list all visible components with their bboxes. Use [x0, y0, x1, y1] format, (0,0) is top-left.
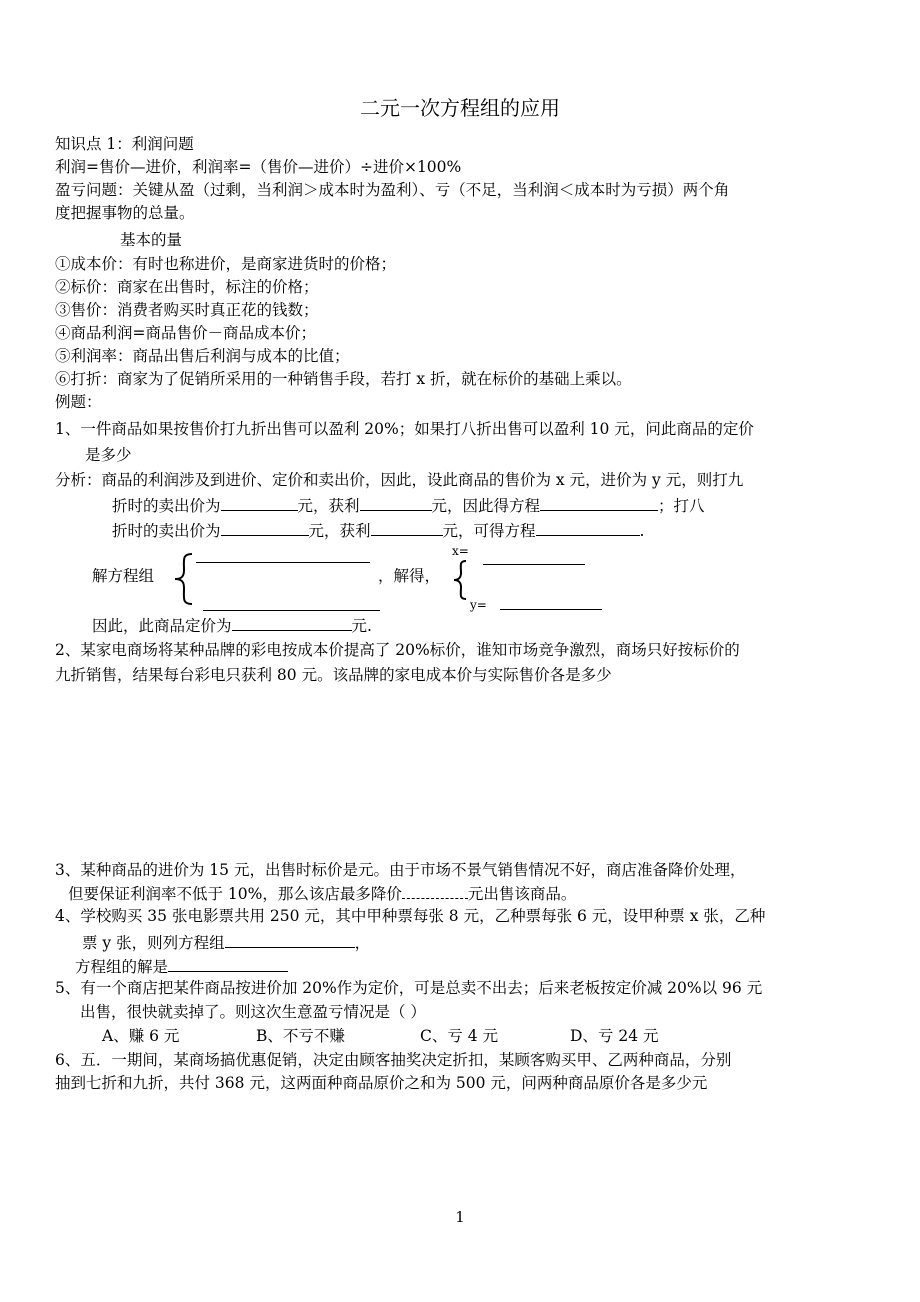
text: ， — [354, 934, 371, 952]
answer-blank[interactable] — [540, 494, 658, 511]
q1-analysis-line3 — [112, 519, 644, 542]
q5-option-d[interactable]: D、亏 24 元 — [570, 1027, 659, 1045]
basic-item: ⑤利润率：商品出售后利润与成本的比值； — [55, 347, 350, 365]
text: 元. — [351, 617, 372, 635]
q4-solution — [75, 955, 288, 978]
answer-blank[interactable] — [221, 519, 309, 536]
equation-blank-2[interactable] — [203, 610, 380, 611]
answer-blank[interactable] — [221, 494, 298, 511]
y-label: y= — [470, 598, 487, 612]
x-answer-blank[interactable] — [483, 564, 585, 565]
q5-text: 5、有一个商店把某件商品按进价加 20%作为定价，可是总卖不出去；后来老板按定价减 20%以 96 元 — [55, 979, 763, 997]
left-brace-icon — [172, 552, 194, 606]
text: 方程组的解是 — [75, 958, 169, 976]
basic-item: ①成本价：有时也称进价，是商家进货时的价格； — [55, 255, 397, 273]
basic-item: ②标价：商家在出售时，标注的价格； — [55, 278, 319, 296]
q2-text-cont: 九折销售，结果每台彩电只获利 80 元。该品牌的家电成本价与实际售价各是多少 — [55, 666, 612, 684]
profit-formula: 利润=售价—进价，利润率=（售价—进价）÷进价×100% — [55, 158, 462, 176]
left-brace-icon — [452, 560, 468, 600]
solve-label: 解方程组 — [92, 567, 155, 585]
basic-item: ④商品利润=商品售价－商品成本价； — [55, 324, 316, 342]
answer-blank[interactable] — [168, 955, 288, 972]
solved-label: ，解得， — [378, 567, 441, 585]
x-label: x= — [452, 544, 469, 558]
q1-conclusion — [92, 614, 372, 637]
text: . — [639, 522, 645, 540]
basic-item: ⑥打折：商家为了促销所采用的一种销售手段，若打 x 折，就在标价的基础上乘以。 — [55, 370, 632, 388]
text: 元，获利 — [297, 497, 360, 515]
profit-loss-text: 盈亏问题：关键从盈（过剩，当利润＞成本时为盈利）、亏（不足，当利润＜成本时为亏损）两个角 — [55, 181, 730, 199]
answer-blank[interactable] — [232, 614, 352, 631]
q3-text: 3、某种商品的进价为 15 元，出售时标价是元。由于市场不景气销售情况不好，商店准备降价处理， — [55, 861, 746, 879]
text: 元出售该商品。 — [467, 885, 577, 903]
q2-text: 2、某家电商场将某种品牌的彩电按成本价提高了 20%标价，谁知市场竞争激烈，商场只好按标价的 — [55, 641, 740, 659]
q3-text-cont — [68, 882, 576, 905]
q5-text-cont: 出售，很快就卖掉了。则这次生意盈亏情况是（ ） — [80, 1003, 426, 1021]
q1-analysis: 分析：商品的利润涉及到进价、定价和卖出价，因此，设此商品的售价为 x 元，进价为 y 元，则打九 — [55, 471, 744, 489]
text: 折时的卖出价为 — [112, 522, 221, 540]
q4-text-cont — [82, 931, 370, 954]
page-number: 1 — [455, 1208, 465, 1226]
text: 因此，此商品定价为 — [92, 617, 232, 635]
answer-blank[interactable] — [402, 882, 468, 899]
text: 但要保证利润率不低于 10%，那么该店最多降价 — [68, 885, 402, 903]
text: 票 y 张，则列方程组 — [82, 934, 225, 952]
q1-text: 1、一件商品如果按售价打九折出售可以盈利 20%；如果打八折出售可以盈利 10 元，问此商品的定价 — [55, 420, 754, 438]
text: ；打八 — [658, 497, 705, 515]
profit-loss-text-cont: 度把握事物的总量。 — [55, 204, 195, 222]
page-title: 二元一次方程组的应用 — [360, 96, 560, 120]
answer-blank[interactable] — [371, 519, 443, 536]
q6-text-cont: 抽到七折和九折，共付 368 元，这两面种商品原价之和为 500 元，问两种商品原价各是多少元 — [55, 1074, 708, 1092]
answer-blank[interactable] — [360, 494, 432, 511]
basic-item: ③售价：消费者购买时真正花的钱数； — [55, 301, 319, 319]
q5-option-a[interactable]: A、赚 6 元 — [102, 1027, 180, 1045]
text: 元，可得方程 — [442, 522, 536, 540]
q5-option-c[interactable]: C、亏 4 元 — [420, 1027, 499, 1045]
y-answer-blank[interactable] — [500, 609, 602, 610]
examples-label: 例题： — [55, 393, 102, 411]
text: 元，因此得方程 — [431, 497, 541, 515]
q5-option-b[interactable]: B、不亏不赚 — [256, 1027, 345, 1045]
q6-text: 6、五．一期间，某商场搞优惠促销，决定由顾客抽奖决定折扣，某顾客购买甲、乙两种商品，分别 — [55, 1051, 732, 1069]
text: 折时的卖出价为 — [112, 497, 221, 515]
answer-blank[interactable] — [536, 519, 640, 536]
q1-analysis-line2 — [112, 494, 705, 517]
text: 元，获利 — [308, 522, 371, 540]
q1-text-cont: 是多少 — [85, 446, 132, 464]
answer-blank[interactable] — [225, 931, 355, 948]
equation-blank-1[interactable] — [196, 562, 370, 563]
knowledge-heading: 知识点 1：利润问题 — [55, 135, 194, 153]
q4-text: 4、学校购买 35 张电影票共用 250 元，其中甲种票每张 8 元，乙种票每张 6 元，设甲种票 x 张，乙种 — [55, 907, 766, 925]
basic-heading: 基本的量 — [120, 231, 183, 249]
